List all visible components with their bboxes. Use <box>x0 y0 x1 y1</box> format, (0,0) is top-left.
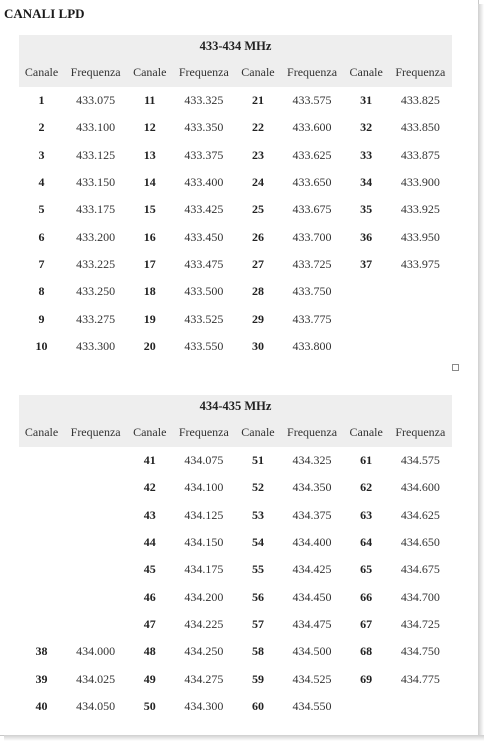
channel-frequency: 433.400 <box>184 175 224 190</box>
channel-number: 19 <box>143 311 156 326</box>
channel-frequency <box>389 305 452 332</box>
channel-number <box>344 278 389 305</box>
channel-frequency: 433.125 <box>76 147 116 162</box>
column-header-row <box>19 417 452 447</box>
channel-number: 34 <box>360 175 373 190</box>
channel-number: 4 <box>38 175 45 190</box>
channel-number: 48 <box>143 644 156 659</box>
channel-frequency: 434.575 <box>400 453 440 468</box>
channel-number: 2 <box>38 120 45 135</box>
channel-frequency: 434.750 <box>400 644 440 659</box>
column-header-frequenza: Frequenza <box>280 57 343 87</box>
column-header-frequenza: Frequenza <box>172 417 235 447</box>
channel-number: 41 <box>143 453 156 468</box>
channel-number: 7 <box>38 256 45 271</box>
channel-number <box>19 474 64 501</box>
channel-number: 35 <box>360 202 373 217</box>
column-header-frequenza: Frequenza <box>389 417 452 447</box>
channel-number <box>344 305 389 332</box>
channel-number: 26 <box>251 229 264 244</box>
channel-frequency: 434.400 <box>292 535 332 550</box>
channel-number: 6 <box>38 229 45 244</box>
channel-frequency: 433.975 <box>400 256 440 271</box>
channel-number <box>19 447 64 474</box>
channel-number: 63 <box>360 507 373 522</box>
channel-number: 30 <box>251 338 264 353</box>
channel-number <box>19 583 64 610</box>
channel-frequency: 434.100 <box>184 480 224 495</box>
column-header-frequenza: Frequenza <box>64 417 127 447</box>
channel-frequency: 433.925 <box>400 202 440 217</box>
channel-frequency: 434.725 <box>400 616 440 631</box>
channel-number: 33 <box>360 147 373 162</box>
channel-number <box>344 333 389 360</box>
channel-number: 1 <box>38 93 45 108</box>
column-header-canale: Canale <box>127 57 172 87</box>
channel-frequency: 433.900 <box>400 175 440 190</box>
channel-number: 11 <box>144 93 156 108</box>
channel-number: 61 <box>360 453 373 468</box>
channel-number: 56 <box>251 589 264 604</box>
channel-number: 55 <box>251 562 264 577</box>
table-row <box>19 251 452 278</box>
anchor-marker <box>452 364 459 371</box>
channel-frequency: 434.375 <box>292 507 332 522</box>
channel-number: 37 <box>360 256 373 271</box>
column-header-row <box>19 57 452 87</box>
channel-frequency <box>64 611 127 638</box>
channel-number: 36 <box>360 229 373 244</box>
page-shadow-bottom <box>4 735 484 741</box>
channel-number: 9 <box>38 311 45 326</box>
table-row <box>19 114 452 141</box>
channel-frequency: 433.425 <box>184 202 224 217</box>
channel-number: 10 <box>35 338 48 353</box>
channel-frequency: 433.350 <box>184 120 224 135</box>
channel-frequency: 433.150 <box>76 175 116 190</box>
channel-number: 47 <box>143 616 156 631</box>
channel-frequency: 433.675 <box>292 202 332 217</box>
table-row <box>19 556 452 583</box>
channel-frequency <box>64 502 127 529</box>
column-header-canale: Canale <box>344 417 389 447</box>
channel-number: 57 <box>251 616 264 631</box>
channel-frequency: 433.650 <box>292 175 332 190</box>
channel-frequency: 433.525 <box>184 311 224 326</box>
table-row <box>19 474 452 501</box>
channel-frequency: 433.850 <box>400 120 440 135</box>
channel-table-433 <box>19 35 452 360</box>
channel-number: 14 <box>143 175 156 190</box>
table-row <box>19 333 452 360</box>
channel-number: 42 <box>143 480 156 495</box>
channel-frequency: 434.275 <box>184 671 224 686</box>
channel-frequency: 433.100 <box>76 120 116 135</box>
channel-number: 52 <box>251 480 264 495</box>
band-header-row <box>19 35 452 57</box>
channel-number: 67 <box>360 616 373 631</box>
channel-frequency: 434.775 <box>400 671 440 686</box>
channel-frequency: 434.500 <box>292 644 332 659</box>
channel-frequency: 433.475 <box>184 256 224 271</box>
channel-frequency: 433.625 <box>292 147 332 162</box>
channel-number: 50 <box>143 698 156 713</box>
channel-frequency: 433.600 <box>292 120 332 135</box>
table-row <box>19 278 452 305</box>
channel-frequency: 434.250 <box>184 644 224 659</box>
channel-frequency: 433.300 <box>76 338 116 353</box>
channel-number <box>19 556 64 583</box>
channel-number: 21 <box>251 93 264 108</box>
channel-number <box>19 502 64 529</box>
column-header-canale: Canale <box>235 417 280 447</box>
channel-number: 16 <box>143 229 156 244</box>
table-row <box>19 169 452 196</box>
channel-frequency: 434.300 <box>184 698 224 713</box>
channel-frequency: 434.050 <box>76 698 116 713</box>
channel-number <box>344 693 389 720</box>
channel-number: 27 <box>251 256 264 271</box>
channel-number: 68 <box>360 644 373 659</box>
table-row <box>19 611 452 638</box>
channel-number: 64 <box>360 535 373 550</box>
channel-number: 24 <box>251 175 264 190</box>
channel-frequency: 433.725 <box>292 256 332 271</box>
channel-frequency: 433.275 <box>76 311 116 326</box>
channel-frequency <box>389 693 452 720</box>
channel-number: 22 <box>251 120 264 135</box>
channel-frequency: 433.875 <box>400 147 440 162</box>
channel-number: 23 <box>251 147 264 162</box>
channel-number <box>19 611 64 638</box>
column-header-canale: Canale <box>19 57 64 87</box>
channel-number: 40 <box>35 698 48 713</box>
channel-frequency: 433.325 <box>184 93 224 108</box>
channel-number: 62 <box>360 480 373 495</box>
channel-frequency: 433.575 <box>292 93 332 108</box>
channel-frequency: 433.750 <box>292 284 332 299</box>
channel-frequency: 433.450 <box>184 229 224 244</box>
channel-frequency: 433.550 <box>184 338 224 353</box>
channel-number: 43 <box>143 507 156 522</box>
channel-frequency: 434.325 <box>292 453 332 468</box>
table-row <box>19 196 452 223</box>
channel-number: 12 <box>143 120 156 135</box>
table-row <box>19 665 452 692</box>
channel-frequency <box>389 333 452 360</box>
channel-number: 15 <box>143 202 156 217</box>
channel-frequency: 434.475 <box>292 616 332 631</box>
channel-frequency: 434.525 <box>292 671 332 686</box>
column-header-canale: Canale <box>235 57 280 87</box>
channel-frequency <box>64 583 127 610</box>
channel-frequency: 433.075 <box>76 93 116 108</box>
channel-number: 5 <box>38 202 45 217</box>
channel-number: 38 <box>35 644 48 659</box>
channel-frequency: 434.650 <box>400 535 440 550</box>
band-title: 434-435 MHz <box>19 395 452 417</box>
channel-frequency: 433.500 <box>184 284 224 299</box>
channel-number: 65 <box>360 562 373 577</box>
channel-number: 45 <box>143 562 156 577</box>
channel-frequency: 434.700 <box>400 589 440 604</box>
channel-number: 58 <box>251 644 264 659</box>
channel-frequency: 433.175 <box>76 202 116 217</box>
channel-frequency <box>64 474 127 501</box>
channel-frequency: 433.800 <box>292 338 332 353</box>
channel-number: 54 <box>251 535 264 550</box>
column-header-canale: Canale <box>19 417 64 447</box>
channel-frequency <box>64 556 127 583</box>
channel-number: 60 <box>251 698 264 713</box>
column-header-frequenza: Frequenza <box>172 57 235 87</box>
channel-frequency: 433.775 <box>292 311 332 326</box>
channel-frequency: 434.175 <box>184 562 224 577</box>
channel-frequency: 433.825 <box>400 93 440 108</box>
channel-frequency: 433.375 <box>184 147 224 162</box>
band-header-row <box>19 395 452 417</box>
column-header-frequenza: Frequenza <box>64 57 127 87</box>
channel-frequency: 434.200 <box>184 589 224 604</box>
page-title: CANALI LPD <box>4 6 85 21</box>
table-row <box>19 502 452 529</box>
page-shadow-right <box>478 4 484 741</box>
channel-frequency: 434.550 <box>292 698 332 713</box>
channel-number: 3 <box>38 147 45 162</box>
channel-frequency: 434.025 <box>76 671 116 686</box>
channel-frequency: 433.250 <box>76 284 116 299</box>
band-title: 433-434 MHz <box>19 35 452 57</box>
channel-number: 31 <box>360 93 373 108</box>
channel-frequency: 434.675 <box>400 562 440 577</box>
channel-frequency: 434.075 <box>184 453 224 468</box>
channel-frequency: 434.150 <box>184 535 224 550</box>
channel-frequency: 434.125 <box>184 507 224 522</box>
channel-number: 29 <box>251 311 264 326</box>
column-header-canale: Canale <box>127 417 172 447</box>
column-header-frequenza: Frequenza <box>389 57 452 87</box>
channel-frequency: 433.950 <box>400 229 440 244</box>
channel-frequency <box>64 447 127 474</box>
channel-frequency: 434.225 <box>184 616 224 631</box>
channel-number: 25 <box>251 202 264 217</box>
channel-frequency: 433.700 <box>292 229 332 244</box>
table-row <box>19 693 452 720</box>
channel-frequency: 433.200 <box>76 229 116 244</box>
channel-number: 53 <box>251 507 264 522</box>
channel-frequency: 434.450 <box>292 589 332 604</box>
channel-number: 32 <box>360 120 373 135</box>
channel-number: 44 <box>143 535 156 550</box>
channel-number: 69 <box>360 671 373 686</box>
channel-frequency: 433.225 <box>76 256 116 271</box>
channel-number: 46 <box>143 589 156 604</box>
channel-frequency: 434.600 <box>400 480 440 495</box>
channel-number: 49 <box>143 671 156 686</box>
channel-frequency: 434.000 <box>76 644 116 659</box>
table-row <box>19 529 452 556</box>
channel-number: 59 <box>251 671 264 686</box>
column-header-canale: Canale <box>344 57 389 87</box>
table-row <box>19 223 452 250</box>
table-row <box>19 447 452 474</box>
channel-number: 66 <box>360 589 373 604</box>
table-row <box>19 87 452 114</box>
column-header-frequenza: Frequenza <box>280 417 343 447</box>
channel-frequency: 434.350 <box>292 480 332 495</box>
channel-number: 18 <box>143 284 156 299</box>
table-row <box>19 638 452 665</box>
table-row <box>19 305 452 332</box>
channel-frequency: 434.425 <box>292 562 332 577</box>
channel-number: 17 <box>143 256 156 271</box>
channel-frequency <box>389 278 452 305</box>
channel-table-434 <box>19 395 452 720</box>
table-row <box>19 583 452 610</box>
channel-number: 39 <box>35 671 48 686</box>
channel-number: 28 <box>251 284 264 299</box>
channel-number: 51 <box>251 453 264 468</box>
channel-number: 20 <box>143 338 156 353</box>
channel-number: 13 <box>143 147 156 162</box>
channel-frequency <box>64 529 127 556</box>
channel-number: 8 <box>38 284 45 299</box>
channel-frequency: 434.625 <box>400 507 440 522</box>
channel-number <box>19 529 64 556</box>
table-row <box>19 142 452 169</box>
